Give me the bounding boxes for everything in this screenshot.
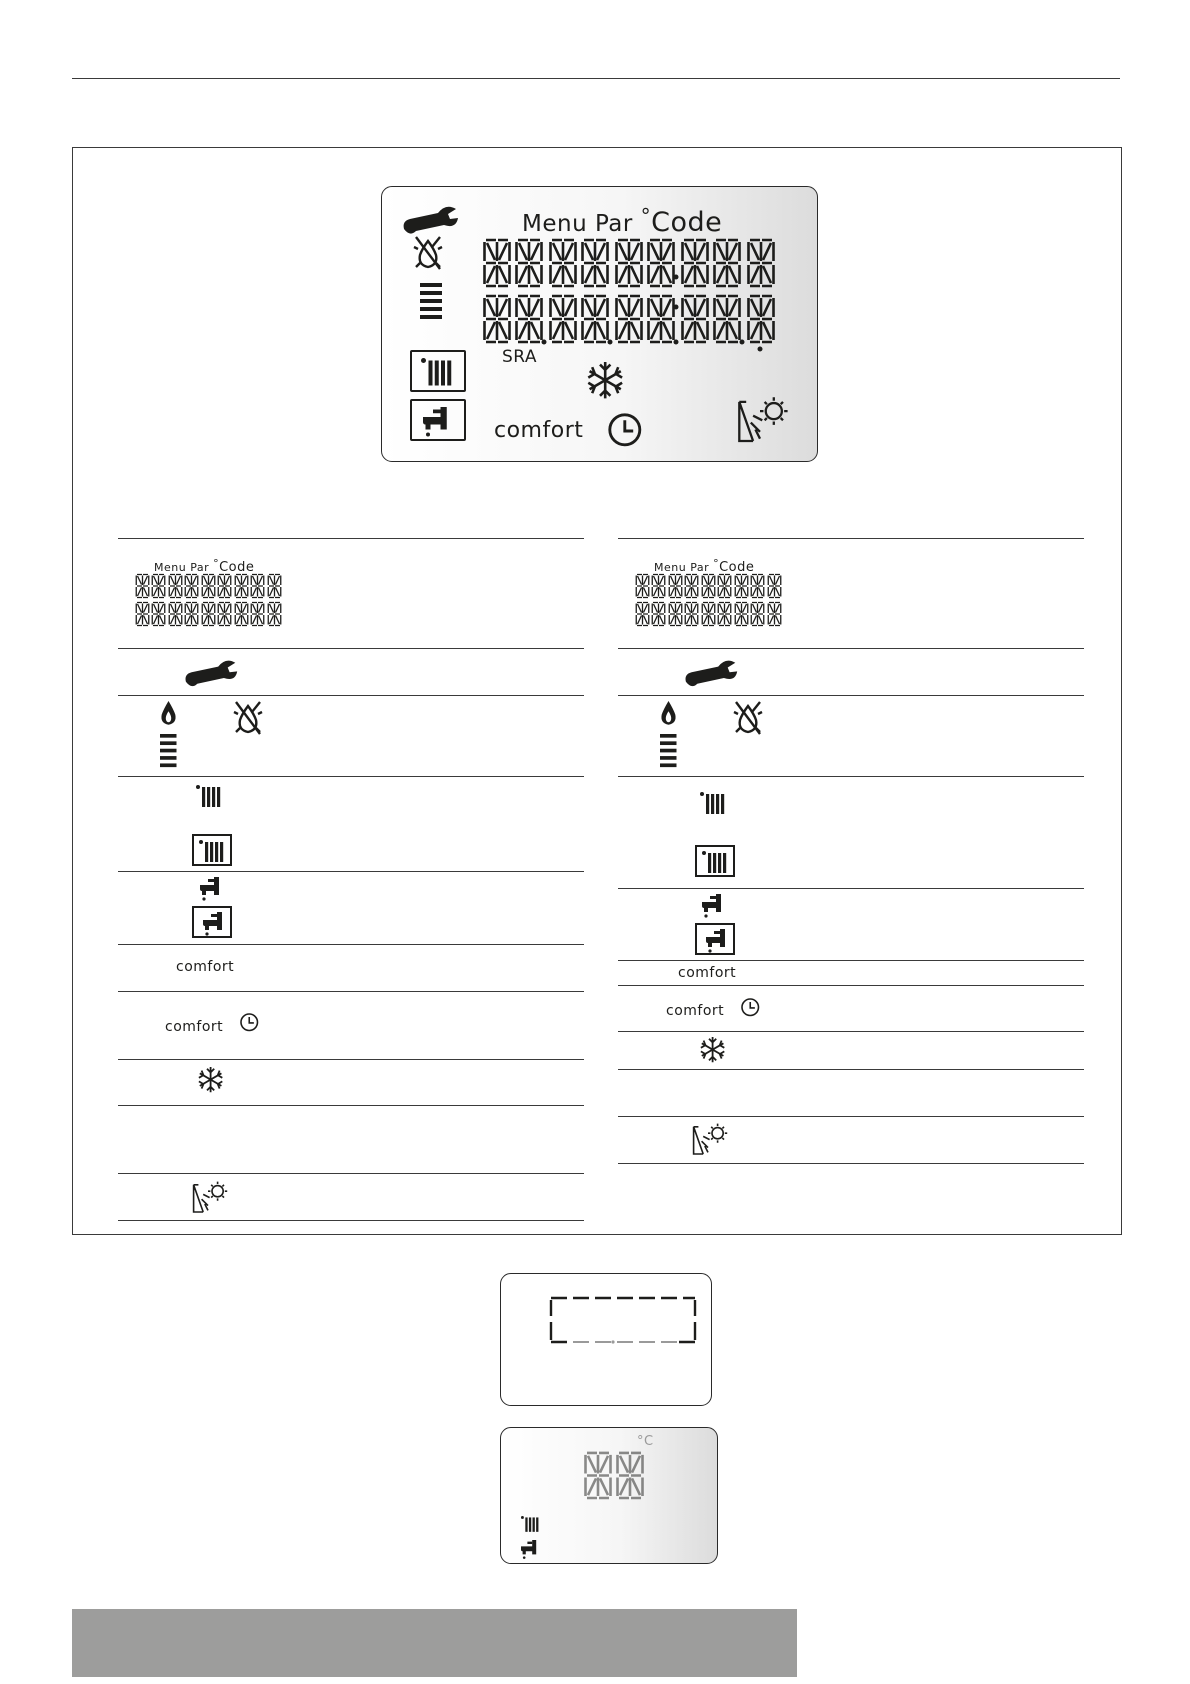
radiator-framed-icon xyxy=(192,834,232,866)
code-label: Code xyxy=(219,560,255,575)
code-label: Code xyxy=(719,560,755,575)
tap-icon xyxy=(702,894,728,920)
radiator-icon xyxy=(521,1516,545,1534)
snowflake-icon xyxy=(700,1037,728,1065)
legend-right-digits xyxy=(635,573,795,625)
segment-digits xyxy=(482,237,802,349)
snowflake-icon xyxy=(587,362,621,396)
menu-label: Menu xyxy=(654,561,687,574)
clock-icon xyxy=(741,998,761,1018)
tap-framed-icon xyxy=(192,906,232,938)
degree-label: ° xyxy=(213,557,220,570)
clock-icon xyxy=(608,413,644,449)
dash-segments xyxy=(549,1296,699,1346)
flame-crossed-icon xyxy=(234,700,264,736)
radiator-icon xyxy=(700,792,730,816)
solar-panel-icon xyxy=(737,395,793,443)
tap-framed-icon xyxy=(695,923,735,955)
par-label: Par xyxy=(190,561,210,574)
legend-left-digits xyxy=(135,573,295,625)
radiator-framed-icon xyxy=(695,845,735,877)
temperature-unit: °C xyxy=(637,1434,654,1449)
clock-icon xyxy=(240,1013,260,1033)
sra-label: SRA xyxy=(502,347,538,367)
flame-level-icon xyxy=(660,734,678,770)
menu-label: Menu xyxy=(522,211,588,237)
comfort-label: comfort xyxy=(176,959,235,975)
wrench-icon xyxy=(184,659,238,687)
flame-icon xyxy=(660,701,678,729)
comfort-label: comfort xyxy=(494,418,584,443)
tap-icon xyxy=(521,1540,543,1558)
snowflake-icon xyxy=(198,1067,226,1095)
solar-panel-icon xyxy=(692,1122,736,1158)
flame-icon xyxy=(160,701,178,729)
radiator-icon xyxy=(196,785,226,809)
temperature-digits xyxy=(583,1450,647,1502)
degree-label: ° xyxy=(640,204,652,228)
wrench-icon xyxy=(684,659,738,687)
comfort-timer-label: comfort xyxy=(165,1019,224,1035)
comfort-timer-label: comfort xyxy=(666,1003,725,1019)
flame-level-icon xyxy=(420,283,444,323)
flame-crossed-icon xyxy=(414,235,444,275)
lcd-display-dashes xyxy=(500,1273,712,1406)
main-lcd-display xyxy=(381,186,818,462)
code-label: Code xyxy=(651,207,723,238)
par-label: Par xyxy=(594,211,633,237)
footer-gray-bar xyxy=(72,1609,797,1677)
solar-panel-icon xyxy=(192,1180,236,1216)
comfort-label: comfort xyxy=(678,965,737,981)
flame-level-icon xyxy=(160,734,178,770)
wrench-icon xyxy=(402,205,462,239)
lcd-display-temperature xyxy=(500,1427,718,1564)
par-label: Par xyxy=(690,561,710,574)
tap-icon xyxy=(410,399,466,441)
menu-label: Menu xyxy=(154,561,187,574)
top-rule xyxy=(72,78,1120,79)
radiator-icon xyxy=(410,350,466,392)
tap-icon xyxy=(200,877,226,903)
degree-label: ° xyxy=(713,557,720,570)
flame-crossed-icon xyxy=(734,700,764,736)
